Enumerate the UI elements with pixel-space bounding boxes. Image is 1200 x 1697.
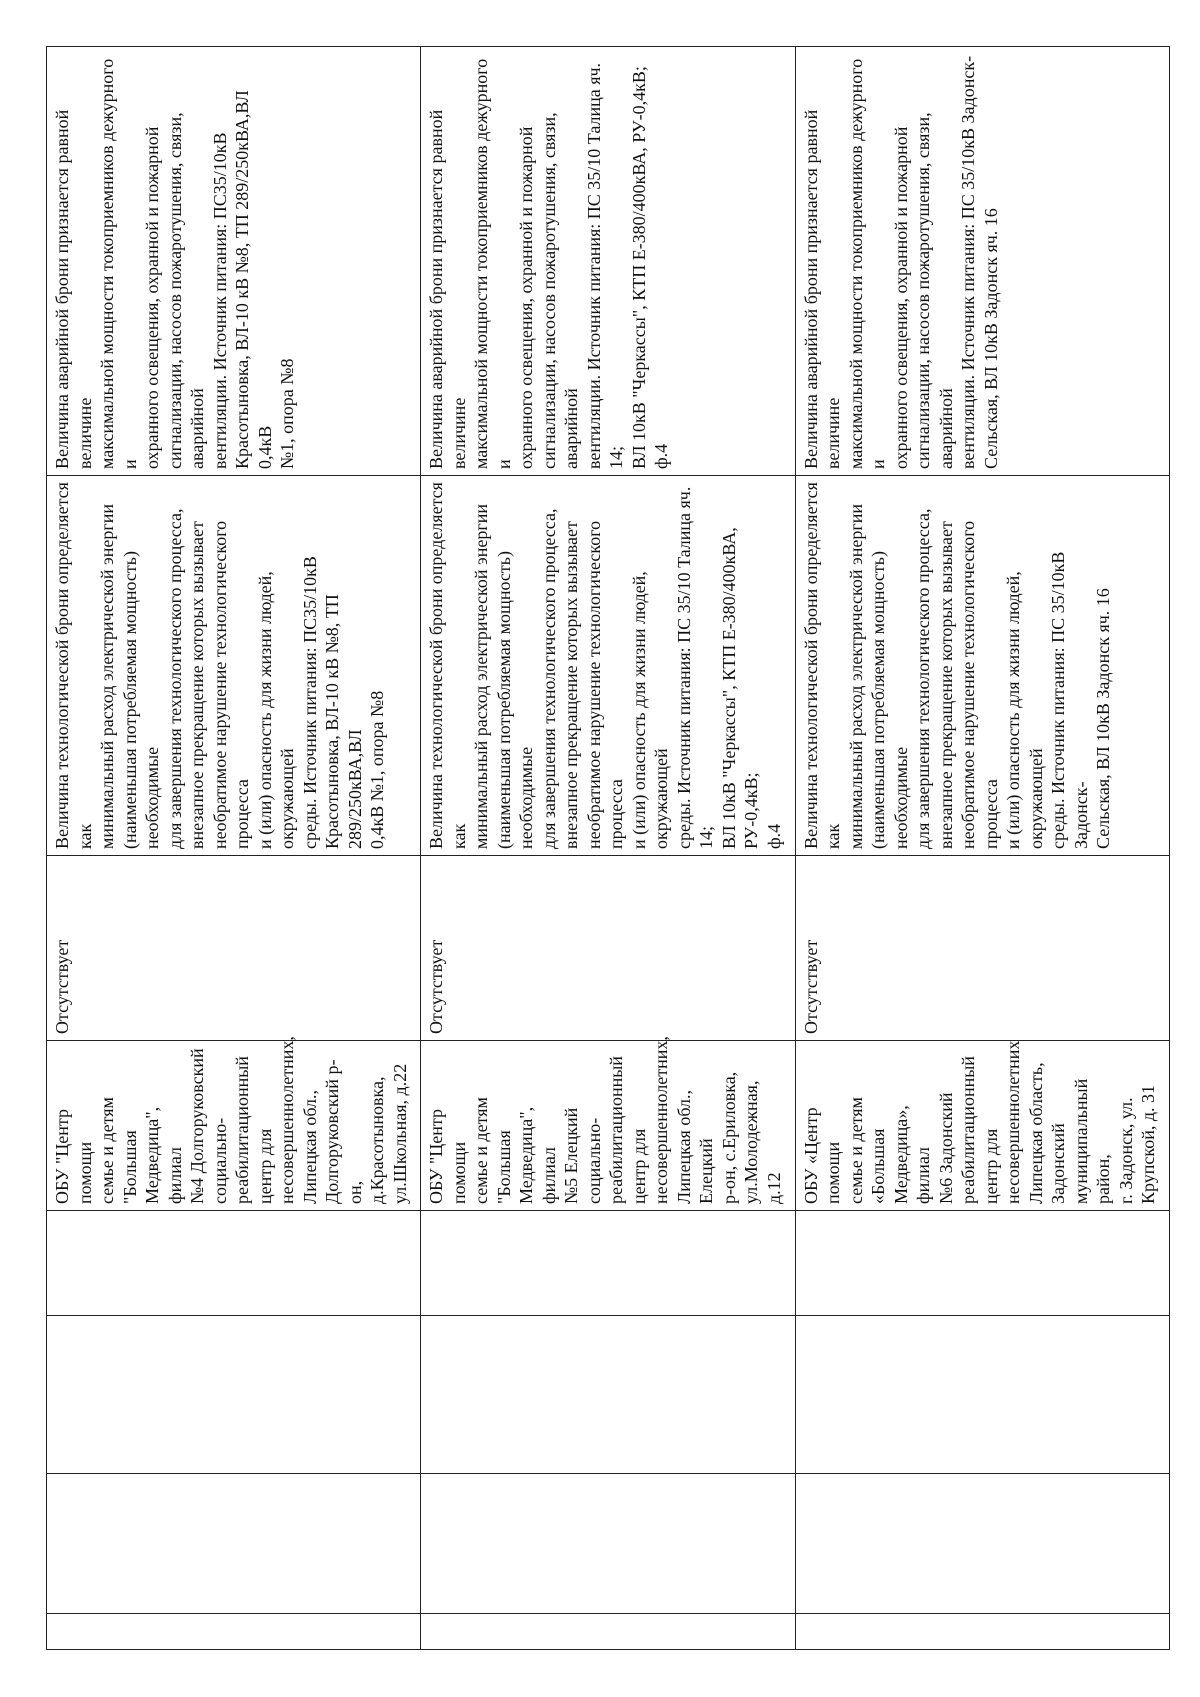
table-row xyxy=(47,47,421,1650)
institution-cell: ОБУ «Центр помощи семье и детям «Большая Медведица», филиал №6 Задонский реабилитационный центр для несовершеннолетних Липецкая область, Задонский муниципальный район, г. Задонск, ул. Крупской, д. 31 xyxy=(795,1041,1169,1211)
emergency-reserve-cell: Величина аварийной брони признается равной величине максимальной мощности токоприемников дежурного и охранного освещения, охранной и пожарной сигнализации, насосов пожаротушения, связи, аварийной вентиляции. Источник питания: ПС 35/10кВ Задонск- Сельская, ВЛ 10кВ Задонск яч. 16 xyxy=(795,47,1169,476)
table-row xyxy=(421,47,795,1650)
blank-cell xyxy=(795,1316,1169,1474)
institution-cell: ОБУ "Центр помощи семье и детям "Большая Медведица", филиал №5 Елецкий социально- реабилитационный центр для несовершеннолетних, Липецкая обл., Елецкий р-он, с.Ериловка, ул.Молодежная, д.12 xyxy=(421,1041,795,1211)
institution-cell: ОБУ "Центр помощи семье и детям "Большая Медведица", филиал №4 Долгоруковский социально- реабилитационный центр для несовершеннолетних, Липецкая обл., Долгоруковский р-он, д.Красотыновка, ул.Школьная, д.22 xyxy=(47,1041,421,1211)
blank-cell xyxy=(795,1211,1169,1316)
blank-cell xyxy=(421,1614,795,1650)
tech-reserve-cell: Величина технологической брони определяется как минимальный расход электрической энергии (наименьшая потребляемая мощность) необходимые для завершения технологического процесса, внезапное прекращение которых вызывает необратимое нарушение технологического процесса и (или) опасность для жизни людей, окружающей среды. Источник питания: ПС35/10кВ Красотыновка, ВЛ-10 кВ №8, ТП 289/250кВА,ВЛ 0,4кВ №1, опора №8 xyxy=(47,476,421,856)
status-cell: Отсутствует xyxy=(421,856,795,1041)
blank-cell xyxy=(47,1614,421,1650)
status-cell: Отсутствует xyxy=(47,856,421,1041)
emergency-reserve-cell: Величина аварийной брони признается равной величине максимальной мощности токоприемников дежурного и охранного освещения, охранной и пожарной сигнализации, насосов пожаротушения, связи, аварийной вентиляции. Источник питания: ПС 35/10 Талица яч. 14; ВЛ 10кВ "Черкассы", КТП Е-380/400кВА, РУ-0,4кВ; ф.4 xyxy=(421,47,795,476)
blank-cell xyxy=(47,1316,421,1474)
blank-cell xyxy=(421,1211,795,1316)
status-cell: Отсутствует xyxy=(795,856,1169,1041)
blank-cell xyxy=(795,1474,1169,1614)
tech-reserve-cell: Величина технологической брони определяется как минимальный расход электрической энергии (наименьшая потребляемая мощность) необходимые для завершения технологического процесса, внезапное прекращение которых вызывает необратимое нарушение технологического процесса и (или) опасность для жизни людей, окружающей среды. Источник питания: ПС 35/10 Талица яч. 14; ВЛ 10кВ "Черкассы", КТП Е-380/400кВА, РУ-0,4кВ; ф.4 xyxy=(421,476,795,856)
tech-reserve-cell: Величина технологической брони определяется как минимальный расход электрической энергии (наименьшая потребляемая мощность) необходимые для завершения технологического процесса, внезапное прекращение которых вызывает необратимое нарушение технологического процесса и (или) опасность для жизни людей, окружающей среды. Источник питания: ПС 35/10кВ Задонск- Сельская, ВЛ 10кВ Задонск яч. 16 xyxy=(795,476,1169,856)
blank-cell xyxy=(795,1614,1169,1650)
rotated-table-wrapper xyxy=(46,47,1170,1650)
blank-cell xyxy=(421,1316,795,1474)
blank-cell xyxy=(421,1474,795,1614)
blank-cell xyxy=(47,1211,421,1316)
power-reserve-table xyxy=(46,46,1170,1650)
table-row xyxy=(795,47,1169,1650)
emergency-reserve-cell: Величина аварийной брони признается равной величине максимальной мощности токоприемников дежурного и охранного освещения, охранной и пожарной сигнализации, насосов пожаротушения, связи, аварийной вентиляции. Источник питания: ПС35/10кВ Красотыновка, ВЛ-10 кВ №8, ТП 289/250кВА,ВЛ 0,4кВ №1, опора №8 xyxy=(47,47,421,476)
blank-cell xyxy=(47,1474,421,1614)
